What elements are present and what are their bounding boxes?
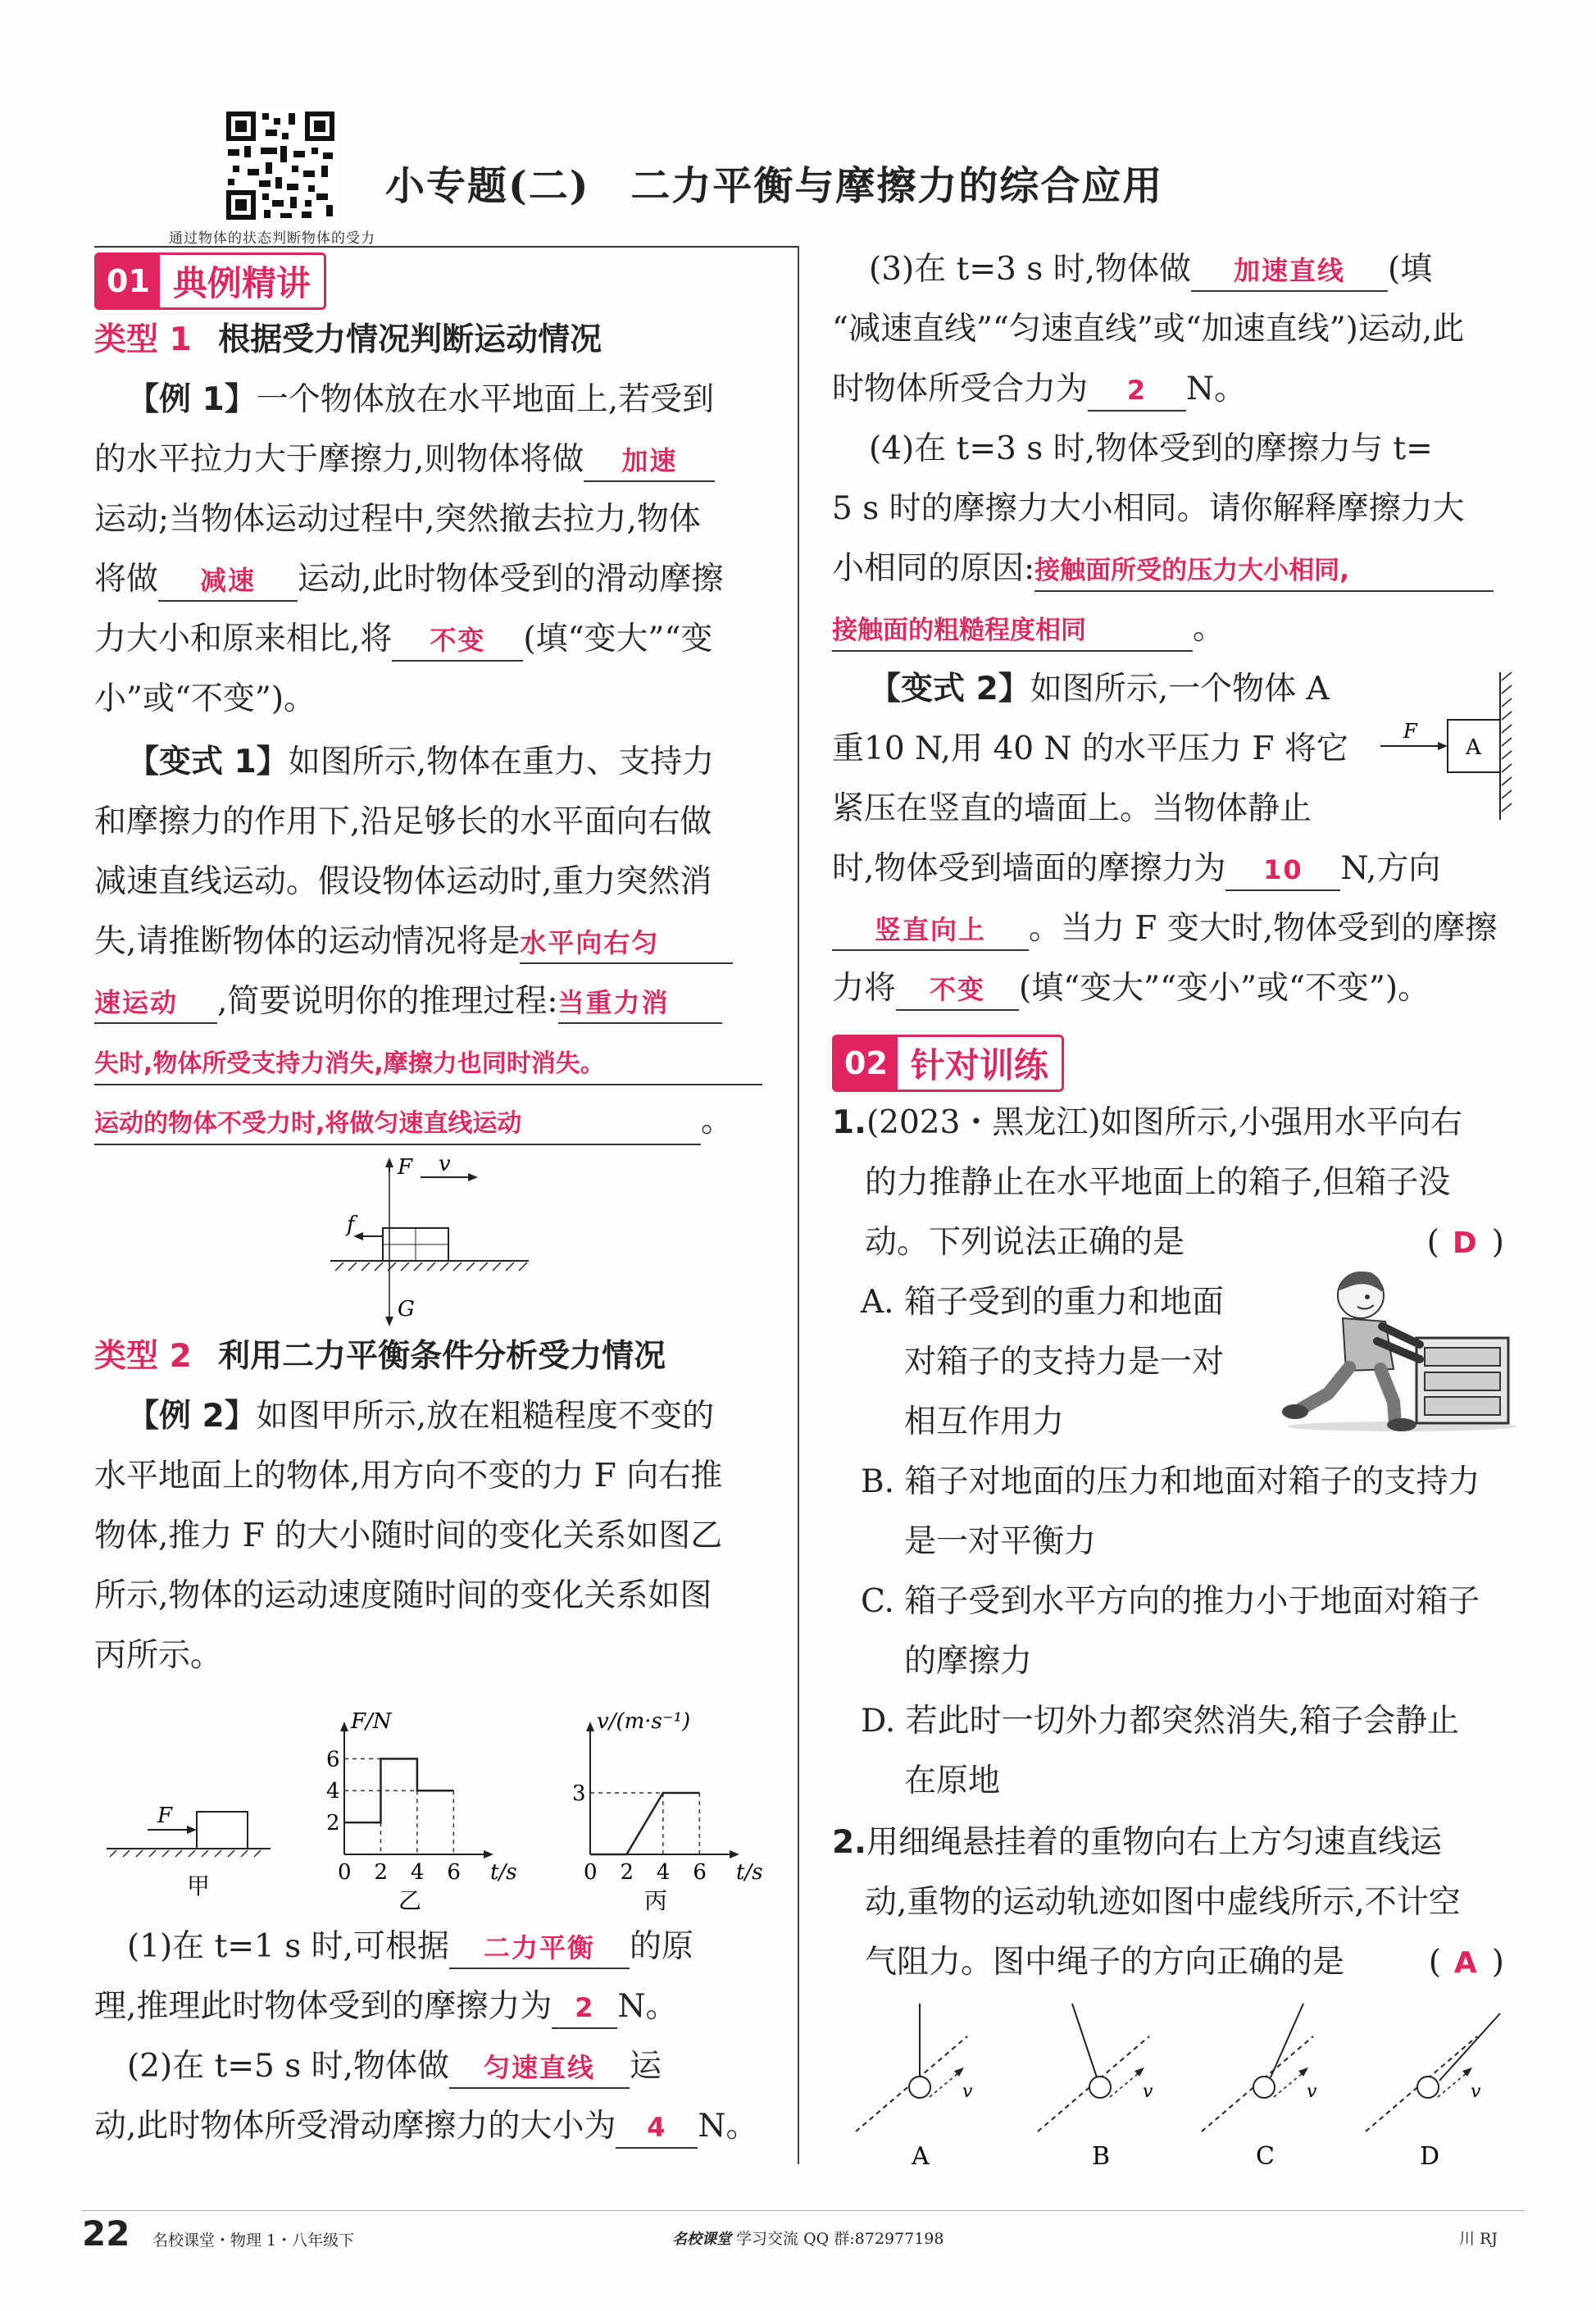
var2-tag: 【变式 2】 bbox=[869, 671, 1030, 707]
y-tick-label: 3 bbox=[572, 1781, 586, 1806]
var1-text: ,简要说明你的推理过程: bbox=[217, 983, 558, 1020]
var2-text: (填“变大”“变小”或“不变”)。 bbox=[1019, 970, 1430, 1007]
answer-blank: 减速 bbox=[158, 561, 298, 602]
label-f: f bbox=[347, 1212, 355, 1237]
label-F: F bbox=[1403, 720, 1417, 743]
ex2-text: N。 bbox=[617, 1988, 678, 2025]
var1-text: 如图所示,物体在重力、支持力 bbox=[288, 744, 715, 780]
section-label: 针对训练 bbox=[910, 1045, 1048, 1085]
ex2-text: (3)在 t=3 s 时,物体做 bbox=[869, 251, 1192, 288]
ex2-q4 bbox=[832, 539, 1494, 598]
q1-text: 动。下列说法正确的是 bbox=[865, 1224, 1185, 1261]
label-v: v bbox=[1143, 2081, 1153, 2102]
chart-bing bbox=[572, 1709, 763, 1910]
label-A: A bbox=[1466, 735, 1481, 760]
answer-blank: 水平向右匀 bbox=[520, 923, 733, 964]
var1-line bbox=[127, 732, 714, 792]
ex2-line bbox=[127, 1386, 714, 1446]
qr-code[interactable] bbox=[223, 108, 338, 223]
var2-text: 力将 bbox=[832, 970, 897, 1007]
q1-line bbox=[832, 1093, 1462, 1153]
y-tick-label: 2 bbox=[326, 1811, 340, 1836]
x-axis-arrow bbox=[484, 1850, 493, 1858]
ex2-q2 bbox=[127, 2036, 662, 2096]
var2-text: 时,物体受到墙面的摩擦力为 bbox=[832, 850, 1226, 887]
chart-yi bbox=[326, 1709, 517, 1910]
ex1-text: 将做 bbox=[94, 561, 159, 598]
var1-line bbox=[94, 1091, 733, 1151]
label-F: F bbox=[157, 1804, 173, 1828]
y-axis-label: v/(m·s⁻¹) bbox=[597, 1709, 691, 1734]
ex1-line: 小”或“不变”)。 bbox=[94, 680, 316, 717]
var2-line: 紧压在竖直的墙面上。当物体静止 bbox=[832, 790, 1312, 827]
ex1-line bbox=[94, 549, 723, 609]
ex2-q1 bbox=[127, 1917, 693, 1977]
type1-title: 根据受力情况判断运动情况 bbox=[218, 321, 602, 358]
answer-blank: 当重力消 bbox=[558, 983, 722, 1024]
var2-text: 。当力 F 变大时,物体受到的摩擦 bbox=[1029, 910, 1498, 947]
ex1-text: 力大小和原来相比,将 bbox=[94, 621, 393, 657]
ex2-q3 bbox=[869, 239, 1432, 299]
answer-blank: 失时,物体所受支持力消失,摩擦力也同时消失。 bbox=[94, 1044, 762, 1085]
page-number: 22 bbox=[82, 2213, 130, 2254]
footer-center bbox=[672, 2227, 944, 2249]
x-tick-label: 0 bbox=[338, 1860, 352, 1885]
q2-figure-d bbox=[1366, 2013, 1500, 2171]
q2-figure-c bbox=[1202, 2004, 1317, 2171]
q2-text: 气阻力。图中绳子的方向正确的是 bbox=[865, 1944, 1345, 1981]
ex1-line bbox=[94, 430, 715, 489]
ex1-text: (填“变大”“变 bbox=[523, 621, 713, 657]
answer-blank: 二力平衡 bbox=[449, 1928, 630, 1969]
ex2-text: 时物体所受合力为 bbox=[832, 371, 1089, 407]
var1-tag: 【变式 1】 bbox=[127, 744, 289, 780]
q1-option-a: A. 箱子受到的重力和地面 bbox=[861, 1284, 1224, 1321]
x-axis-label: t/s bbox=[736, 1860, 763, 1885]
footer-edition: 川 RJ bbox=[1459, 2230, 1498, 2248]
answer-blank: 接触面所受的压力大小相同, bbox=[1034, 551, 1494, 592]
ex2-q3 bbox=[832, 359, 1246, 419]
ex2-q3: “减速直线”“匀速直线”或“加速直线”)运动,此 bbox=[832, 311, 1465, 348]
var2-text: N,方向 bbox=[1340, 850, 1441, 887]
ex1-text: 的水平拉力大于摩擦力,则物体将做 bbox=[94, 441, 584, 478]
ex1-line bbox=[94, 609, 712, 669]
var2-line bbox=[832, 898, 1497, 958]
ex1-line bbox=[127, 370, 714, 430]
answer-blank: 4 bbox=[616, 2108, 698, 2149]
chart-caption: 丙 bbox=[644, 1887, 668, 1910]
answer-blank: 速运动 bbox=[94, 983, 217, 1024]
ex1-text: 一个物体放在水平地面上,若受到 bbox=[256, 381, 715, 418]
ex2-q4: (4)在 t=3 s 时,物体受到的摩擦力与 t= bbox=[869, 430, 1433, 467]
answer-blank: 竖直向上 bbox=[832, 910, 1029, 951]
section-number: 02 bbox=[834, 1037, 898, 1090]
var1-line: 和摩擦力的作用下,沿足够长的水平面向右做 bbox=[94, 803, 712, 840]
ex2-line: 水平地面上的物体,用方向不变的力 F 向右推 bbox=[94, 1458, 723, 1494]
type2-heading bbox=[94, 1326, 666, 1386]
q2-answer: A bbox=[1453, 1946, 1479, 1980]
q2-line bbox=[832, 1813, 1442, 1872]
q2-line: 动,重物的运动轨迹如图中虚线所示,不计空 bbox=[865, 1884, 1461, 1921]
q1-option-d: D. 若此时一切外力都突然消失,箱子会静止 bbox=[861, 1703, 1460, 1740]
x-tick-label: 4 bbox=[410, 1860, 425, 1885]
column-divider bbox=[798, 246, 799, 2164]
footer-qq: 学习交流 QQ 群:872977198 bbox=[736, 2230, 944, 2248]
label-G: G bbox=[398, 1297, 415, 1322]
ex2-figures bbox=[98, 1689, 771, 1910]
var2-text: 如图所示,一个物体 A bbox=[1030, 671, 1330, 707]
ex2-text: 理,推理此时物体受到的摩擦力为 bbox=[94, 1988, 552, 2025]
var2-line bbox=[832, 958, 1430, 1018]
type1-heading bbox=[94, 310, 602, 370]
y-axis-label: F/N bbox=[351, 1709, 392, 1734]
type1-tag: 类型 1 bbox=[94, 321, 192, 358]
q2-option-label: B bbox=[1092, 2142, 1111, 2171]
ex2-text: 。 bbox=[1193, 610, 1225, 647]
q2-option-label: A bbox=[912, 2142, 930, 2171]
ex2-text: (2)在 t=5 s 时,物体做 bbox=[127, 2048, 450, 2085]
brand-logo: 名校课堂 bbox=[672, 2231, 731, 2248]
answer-blank: 不变 bbox=[896, 970, 1019, 1011]
figure-jia bbox=[107, 1804, 271, 1899]
answer-blank: 2 bbox=[552, 1988, 617, 2029]
q2-figure-a bbox=[856, 2004, 973, 2171]
section-label: 典例精讲 bbox=[172, 263, 311, 303]
answer-blank: 匀速直线 bbox=[449, 2048, 630, 2089]
var1-line bbox=[94, 971, 722, 1031]
q1-option-b: B. 箱子对地面的压力和地面对箱子的支持力 bbox=[861, 1463, 1480, 1500]
ex2-text: N。 bbox=[698, 2108, 758, 2145]
x-tick-label: 4 bbox=[656, 1860, 671, 1885]
q1-text: (2023・黑龙江)如图所示,小强用水平向右 bbox=[866, 1104, 1463, 1141]
ex2-tag: 【例 2】 bbox=[127, 1398, 257, 1435]
section-number: 01 bbox=[97, 255, 160, 307]
q2-option-label: D bbox=[1420, 2142, 1440, 2171]
q2-option-label: C bbox=[1256, 2142, 1275, 2171]
var1-text: 。 bbox=[701, 1103, 734, 1140]
page-title: 小专题(二) 二力平衡与摩擦力的综合应用 bbox=[385, 163, 1164, 209]
var1-force-diagram bbox=[324, 1156, 537, 1328]
var2-line: 重10 N,用 40 N 的水平压力 F 将它 bbox=[832, 730, 1348, 767]
y-tick-label: 4 bbox=[326, 1779, 340, 1804]
section-header-examples bbox=[94, 252, 326, 310]
x-tick-label: 6 bbox=[693, 1860, 707, 1885]
x-axis-arrow bbox=[730, 1850, 739, 1858]
answer-blank: 10 bbox=[1225, 850, 1340, 891]
q2-number: 2. bbox=[832, 1824, 866, 1861]
x-axis-label: t/s bbox=[490, 1860, 517, 1885]
qr-caption: 通过物体的状态判断物体的受力 bbox=[169, 230, 375, 247]
q1-answer-paren: ( D ) bbox=[1426, 1224, 1504, 1261]
chart-caption: 乙 bbox=[398, 1887, 422, 1910]
footer-book: 名校课堂・物理 1・八年级下 bbox=[152, 2231, 355, 2250]
series-line bbox=[590, 1793, 699, 1854]
q1-option-c: 的摩擦力 bbox=[904, 1643, 1033, 1680]
label-F: F bbox=[398, 1156, 413, 1180]
section-header-training bbox=[832, 1035, 1064, 1092]
header-rule bbox=[94, 246, 799, 248]
ex2-text: N。 bbox=[1186, 371, 1247, 407]
ex1-tag: 【例 1】 bbox=[127, 381, 257, 418]
ex1-text: 运动,此时物体受到的滑动摩擦 bbox=[298, 561, 724, 598]
ex2-text: 动,此时物体所受滑动摩擦力的大小为 bbox=[94, 2108, 616, 2145]
ex2-text: 运 bbox=[630, 2048, 662, 2085]
caption-jia: 甲 bbox=[187, 1872, 211, 1899]
answer-blank: 2 bbox=[1088, 371, 1186, 412]
x-tick-label: 2 bbox=[620, 1860, 634, 1885]
q1-option-c: C. 箱子受到水平方向的推力小于地面对箱子 bbox=[861, 1583, 1480, 1620]
ex2-text: 如图甲所示,放在粗糙程度不变的 bbox=[256, 1398, 715, 1435]
q1-line: 的力推静止在水平地面上的箱子,但箱子没 bbox=[865, 1164, 1451, 1201]
q1-option-d: 在原地 bbox=[904, 1763, 1001, 1799]
q2-answer-paren: ( A ) bbox=[1428, 1944, 1504, 1981]
boy-pushing-box-image bbox=[1279, 1262, 1516, 1435]
answer-blank: 接触面的粗糙程度相同 bbox=[832, 611, 1193, 652]
label-v: v bbox=[962, 2081, 973, 2102]
answer-blank: 加速直线 bbox=[1191, 251, 1388, 292]
q2-text: 用细绳悬挂着的重物向右上方匀速直线运 bbox=[866, 1824, 1442, 1861]
ex2-line: 物体,推力 F 的大小随时间的变化关系如图乙 bbox=[94, 1517, 723, 1554]
ex2-line: 所示,物体的运动速度随时间的变化关系如图 bbox=[94, 1577, 712, 1614]
ex2-q1 bbox=[94, 1977, 678, 2036]
var1-line: 减速直线运动。假设物体运动时,重力突然消 bbox=[94, 863, 712, 900]
var2-wall-diagram bbox=[1377, 672, 1516, 820]
x-tick-label: 6 bbox=[447, 1860, 461, 1885]
y-axis-arrow bbox=[586, 1722, 594, 1731]
q1-answer: D bbox=[1452, 1226, 1479, 1260]
var1-line bbox=[94, 912, 733, 971]
y-axis-arrow bbox=[340, 1722, 348, 1731]
q2-figure-b bbox=[1038, 2004, 1153, 2171]
var2-line bbox=[869, 659, 1330, 719]
q2-line bbox=[865, 1932, 1504, 1992]
q1-number: 1. bbox=[832, 1104, 866, 1141]
q2-option-figures bbox=[844, 2000, 1525, 2181]
answer-blank: 加速 bbox=[584, 441, 715, 482]
answer-blank: 运动的物体不受力时,将做匀速直线运动 bbox=[94, 1104, 701, 1145]
q1-option-a: 对箱子的支持力是一对 bbox=[904, 1344, 1225, 1381]
label-v: v bbox=[1471, 2081, 1481, 2102]
var1-line bbox=[94, 1031, 762, 1091]
x-tick-label: 2 bbox=[374, 1860, 388, 1885]
label-v: v bbox=[1307, 2081, 1317, 2102]
ex2-text: (填 bbox=[1388, 251, 1433, 288]
y-tick-label: 6 bbox=[326, 1747, 340, 1772]
x-tick-label: 0 bbox=[584, 1860, 598, 1885]
q1-option-a: 相互作用力 bbox=[904, 1403, 1065, 1440]
ex2-q2 bbox=[94, 2096, 758, 2156]
label-v: v bbox=[439, 1156, 451, 1176]
type2-title: 利用二力平衡条件分析受力情况 bbox=[218, 1338, 666, 1375]
ex2-line: 丙所示。 bbox=[94, 1637, 223, 1674]
type2-tag: 类型 2 bbox=[94, 1338, 192, 1375]
ex2-q4 bbox=[832, 598, 1225, 658]
answer-blank: 不变 bbox=[392, 621, 523, 662]
ex2-text: (1)在 t=1 s 时,可根据 bbox=[127, 1928, 450, 1965]
var2-line bbox=[832, 839, 1440, 898]
q1-option-b: 是一对平衡力 bbox=[904, 1523, 1097, 1560]
ex2-q4: 5 s 时的摩擦力大小相同。请你解释摩擦力大 bbox=[832, 490, 1465, 527]
footer-rule bbox=[82, 2210, 1525, 2211]
ex2-text: 小相同的原因: bbox=[832, 550, 1035, 587]
ex2-text: 的原 bbox=[630, 1928, 694, 1965]
var1-text: 失,请推断物体的运动情况将是 bbox=[94, 923, 521, 960]
ex1-line: 运动;当物体运动过程中,突然撤去拉力,物体 bbox=[94, 501, 701, 538]
